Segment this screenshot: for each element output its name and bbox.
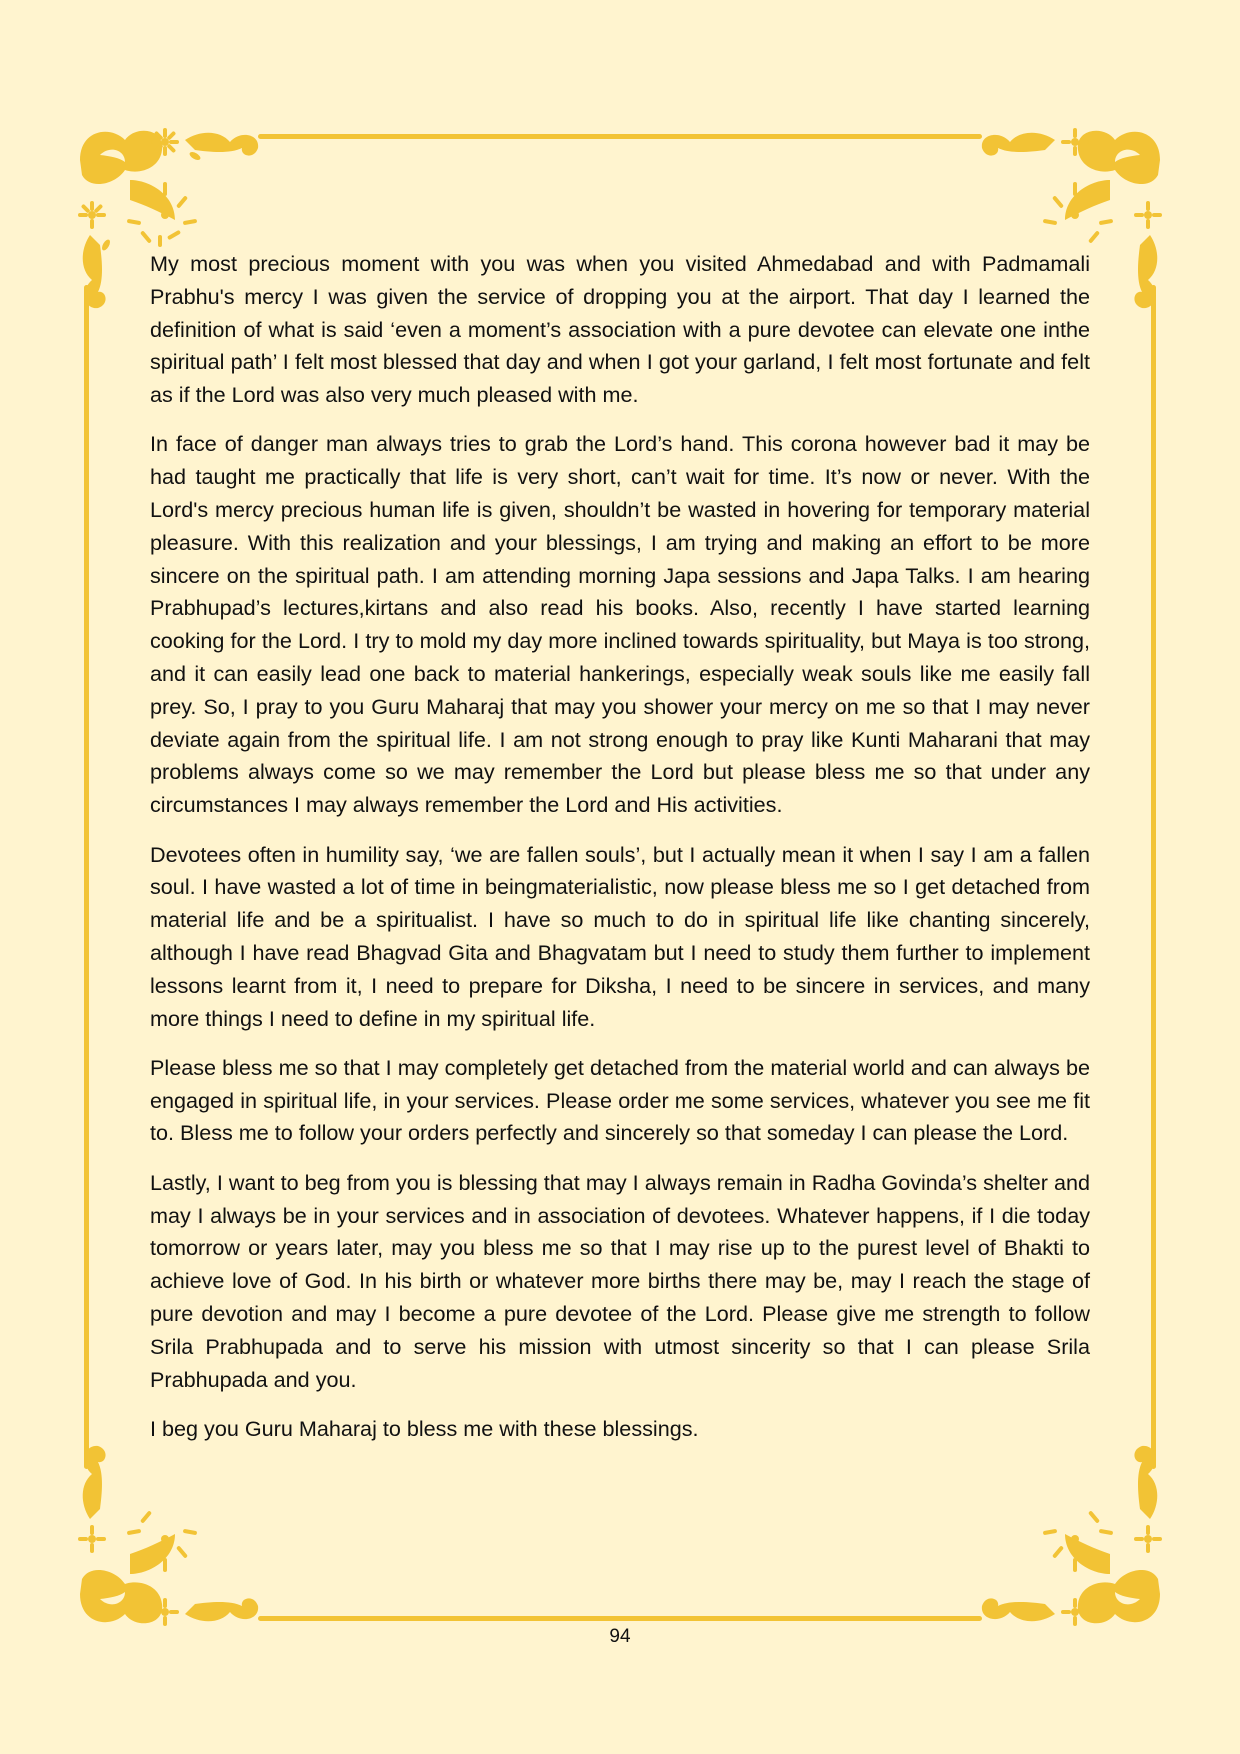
paragraph-closing: I beg you Guru Maharaj to bless me with these blessings. [150,1415,699,1441]
paragraph-lastly: Lastly, I want to beg from you is blessing that may I always remain in Radha Govinda’s shelter and may I always be in your services and in association of devotees. Whatever happens, if I die today tomorrow or years later, may you bless me so that I may rise up to the purest level of Bhakti to achieve love of God. In his birth or whatever more births there may be, may I reach the stage of pure devotion and may I become a pure devotee of the Lord. Please give me strength to follow Srila Prabhupada and to serve his mission with utmost sincerity so that I can please Srila Prabhupada and you. [150,1169,1090,1392]
floral-corner-ornament-icon [970,1434,1170,1634]
document-body [150,248,1090,1462]
floral-corner-ornament-icon [70,1434,270,1634]
page-number: 94 [609,1626,631,1647]
border-line-right [1151,285,1156,1469]
border-line-left [84,285,89,1469]
paragraph-precious-moment: My most precious moment with you was when you visited Ahmedabad and with Padmamali Prabhu's mercy I was given the service of dropping you at the airport. That day I learned the definition of what is said ‘even a moment’s association with a pure devotee can elevate one inthe spiritual path’ I felt most blessed that day and when I got your garland, I felt most fortunate and felt as if the Lord was also very much pleased with me. [150,251,1090,408]
paragraph-bless-me-detached: Please bless me so that I may completely get detached from the material world and can always be engaged in spiritual life, in your services. Please order me some services, whatever you see me fit to. Bless me to follow your orders perfectly and sincerely so that someday I can please the Lord. [150,1054,1090,1146]
border-line-bottom [258,1616,982,1621]
border-line-top [258,134,982,139]
paragraph-face-of-danger: In face of danger man always tries to grab the Lord’s hand. This corona however bad it may be had taught me practically that life is very short, can’t wait for time. It’s now or never. With the Lord's mercy precious human life is given, shouldn’t be wasted in hovering for temporary material pleasure. With this realization and your blessings, I am trying and making an effort to be more sincere on the spiritual path. I am attending morning Japa sessions and Japa Talks. I am hearing Prabhupad’s lectures,kirtans and also read his books. Also, recently I have started learning cooking for the Lord. I try to mold my day more inclined towards spirituality, but Maya is too strong, and it can easily lead one back to material hankerings, especially weak souls like me easily fall prey. So, I pray to you Guru Maharaj that may you shower your mercy on me so that I may never deviate again from the spiritual life. I am not strong enough to pray like Kunti Maharani that may problems always come so we may remember the Lord but please bless me so that under any circumstances I may always remember the Lord and His activities. [150,431,1090,818]
paragraph-fallen-souls: Devotees often in humility say, ‘we are fallen souls’, but I actually mean it when I say I am a fallen soul. I have wasted a lot of time in beingmaterialistic, now please bless me so I get detached from material life and be a spiritualist. I have so much to do in spiritual life like chanting sincerely, although I have read Bhagvad Gita and Bhagvatam but I need to study them further to implement lessons learnt from it, I need to prepare for Diksha, I need to be sincere in services, and many more things I need to define in my spiritual life. [150,841,1090,1031]
